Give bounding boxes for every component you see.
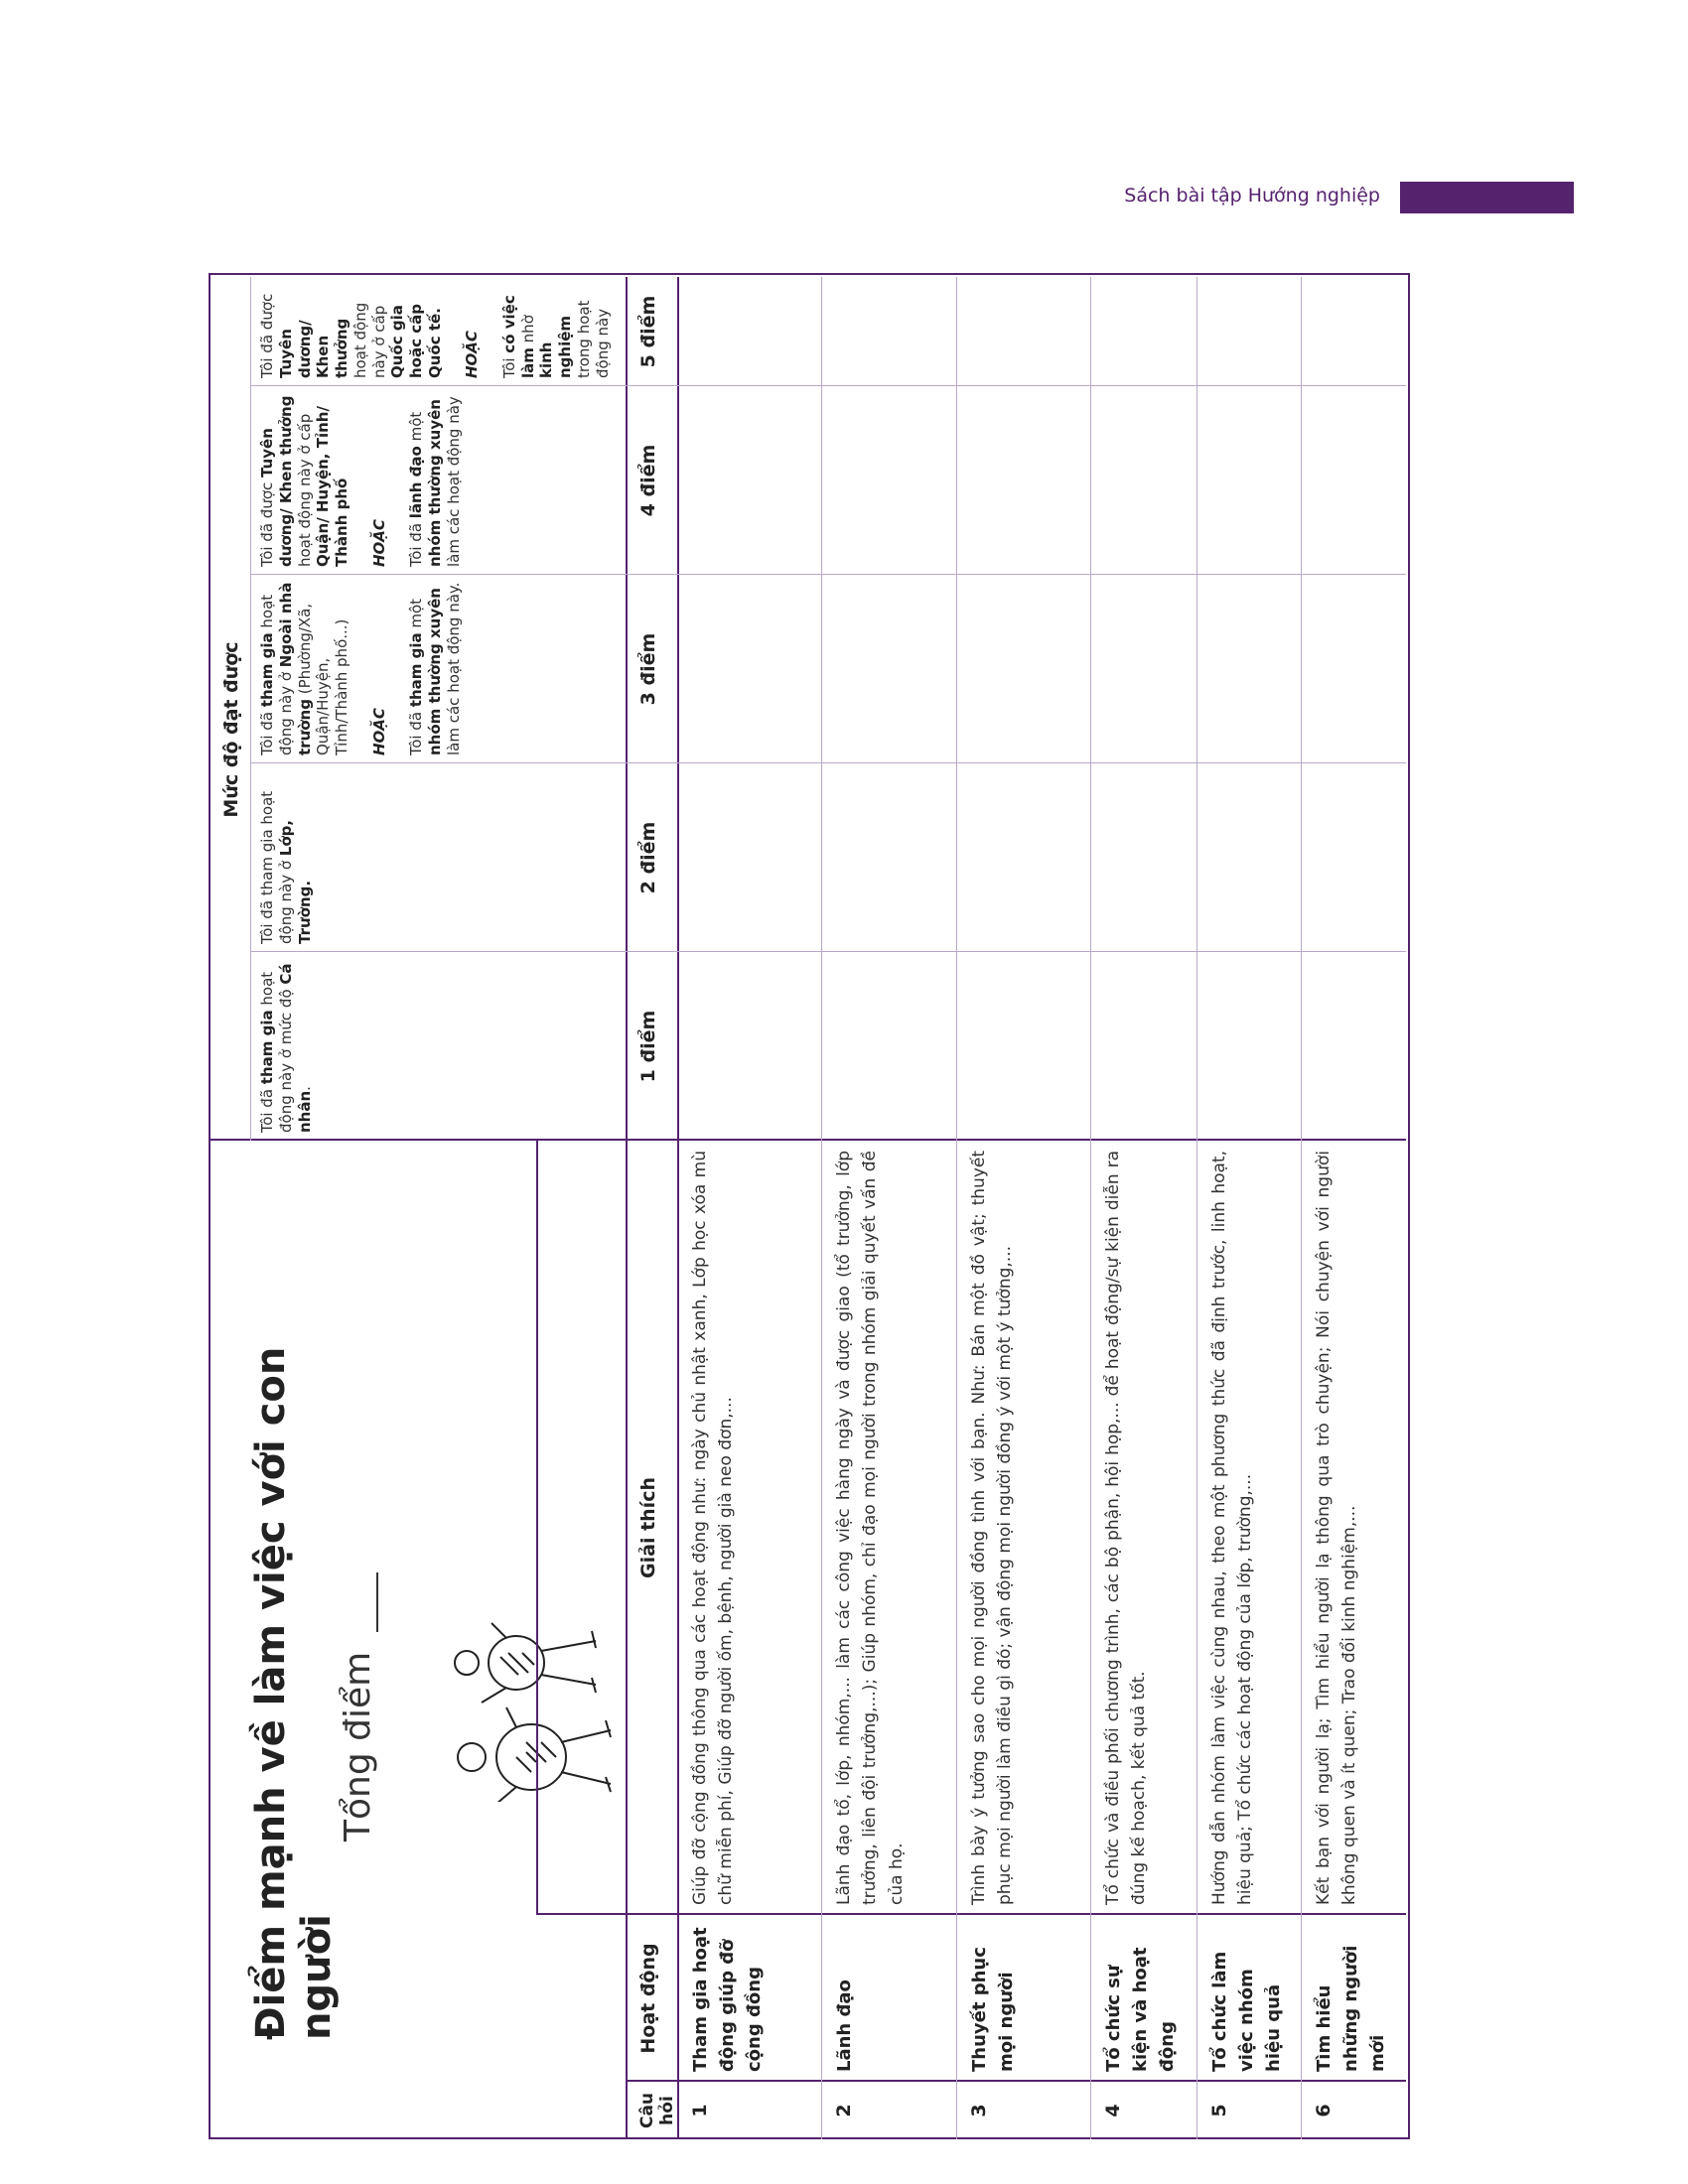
- line: [626, 277, 628, 2139]
- line: [250, 951, 1406, 952]
- line: [677, 277, 679, 2139]
- line: [250, 574, 1406, 575]
- row-explanation: Tổ chức và điều phối chương trình, các bộ phận, hội họp,... để hoạt động/sự kiện diễn ra đúng kế hoạch, kết quả tốt.: [1103, 1151, 1150, 1905]
- stick-figures-illustration: [437, 1603, 626, 1802]
- level-description: Tôi đã tham gia hoạt động này ở mức độ Cá nhân.: [258, 963, 314, 1133]
- level-points: 3 điểm: [637, 632, 659, 706]
- column-header-question: Câu hỏi: [637, 2092, 677, 2129]
- total-score-label: [338, 1572, 378, 1842]
- line: [250, 762, 1406, 763]
- level-description: Tôi đã được Tuyên dương/ Khen thưởng hoạt động này ở cấp Quận/ Huyện, Tỉnh/ Thành phố HOẶC Tôi đã lãnh đạo một nhóm thường xuyên làm các hoạt động này: [258, 395, 463, 567]
- level-points: 2 điểm: [637, 821, 659, 894]
- line: [250, 277, 251, 1141]
- row-activity: Tổ chức sự kiện và hoạt động: [1103, 1947, 1178, 2072]
- header-accent-bar: [1400, 182, 1574, 213]
- level-description: Tôi đã tham gia hoạt động này ở Lớp, Trường.: [258, 790, 314, 944]
- level-header: Mức độ đạt được: [220, 641, 242, 818]
- line: [626, 2080, 1406, 2082]
- row-explanation: Lãnh đạo tổ, lớp, nhóm,... làm các công việc hàng ngày và được giao (tổ trưởng, lớp trưởng, liên đội trưởng,...); Giúp nhóm, chỉ đạo mọi người trong nhóm giải quyết vấn đề của họ.: [834, 1151, 907, 1905]
- level-points: 1 điểm: [637, 1010, 659, 1083]
- line: [626, 1139, 1406, 1141]
- column-header-activity: Hoạt động: [637, 1943, 659, 2054]
- row-activity: Thuyết phục mọi người: [969, 1947, 1017, 2072]
- row-number: 5: [1208, 2104, 1230, 2117]
- line: [1090, 277, 1091, 2139]
- line: [821, 277, 822, 2139]
- row-activity: Tổ chức làm việc nhóm hiệu quả: [1209, 1951, 1284, 2072]
- line: [209, 1139, 626, 1141]
- row-explanation: Giúp đỡ cộng đồng thông qua các hoạt động như: ngày chủ nhật xanh, Lớp học xóa mù chữ miễn phí, Giúp đỡ người ốm, bệnh, người già neo đơn,...: [690, 1151, 737, 1905]
- level-points: 4 điểm: [637, 444, 659, 517]
- book-title: Sách bài tập Hướng nghiệp: [1124, 185, 1380, 206]
- level-points: 5 điểm: [637, 295, 659, 368]
- row-activity: Tham gia hoạt động giúp đỡ cộng đồng: [690, 1927, 765, 2072]
- row-explanation: Hướng dẫn nhóm làm việc cùng nhau, theo một phương thức đã định trước, linh hoạt, hiệu quả; Tổ chức các hoạt động của lớp, trường,...: [1209, 1151, 1256, 1905]
- column-header-explanation: Giải thích: [637, 1477, 659, 1578]
- row-number: 4: [1102, 2104, 1124, 2117]
- level-description: Tôi đã được Tuyên dương/ Khen thưởng hoạt động này ở cấp Quốc gia hoặc cấp Quốc tế. HOẶC Tôi có việc làm nhờ kinh nghiệm trong hoạt động này: [258, 293, 612, 378]
- row-number: 2: [833, 2104, 855, 2117]
- line: [536, 1913, 1406, 1915]
- worksheet-table: [209, 273, 1410, 2139]
- row-number: 1: [689, 2104, 711, 2117]
- line: [250, 385, 1406, 386]
- line: [536, 1141, 538, 1915]
- line: [956, 277, 957, 2139]
- worksheet-title: Điểm mạnh về làm việc với con người: [248, 1346, 340, 2040]
- line: [1301, 277, 1302, 2139]
- row-number: 6: [1313, 2104, 1335, 2117]
- row-activity: Tìm hiểu những người mới: [1314, 1945, 1388, 2072]
- row-activity: Lãnh đạo: [834, 1979, 855, 2072]
- row-explanation: Trình bày ý tưởng sao cho mọi người đồng tình với bạn. Như: Bán một đồ vật; thuyết phục mọi người làm điều gì đó; vận động mọi người đồng ý với một ý tưởng,...: [969, 1151, 1016, 1905]
- line: [1196, 277, 1197, 2139]
- total-score-blank: [349, 1572, 378, 1632]
- total-score-text: Tổng điểm: [338, 1651, 378, 1842]
- row-number: 3: [968, 2104, 990, 2117]
- level-description: Tôi đã tham gia hoạt động này ở Ngoài nhà trường (Phường/Xã, Quận/Huyện, Tỉnh/Thành phố...) HOẶC Tôi đã tham gia một nhóm thường xuyên làm các hoạt động này.: [258, 582, 463, 755]
- row-explanation: Kết bạn với người lạ; Tìm hiểu người lạ thông qua trò chuyện; Nói chuyện với người không quen và ít quen; Trao đổi kinh nghiệm,...: [1314, 1151, 1360, 1905]
